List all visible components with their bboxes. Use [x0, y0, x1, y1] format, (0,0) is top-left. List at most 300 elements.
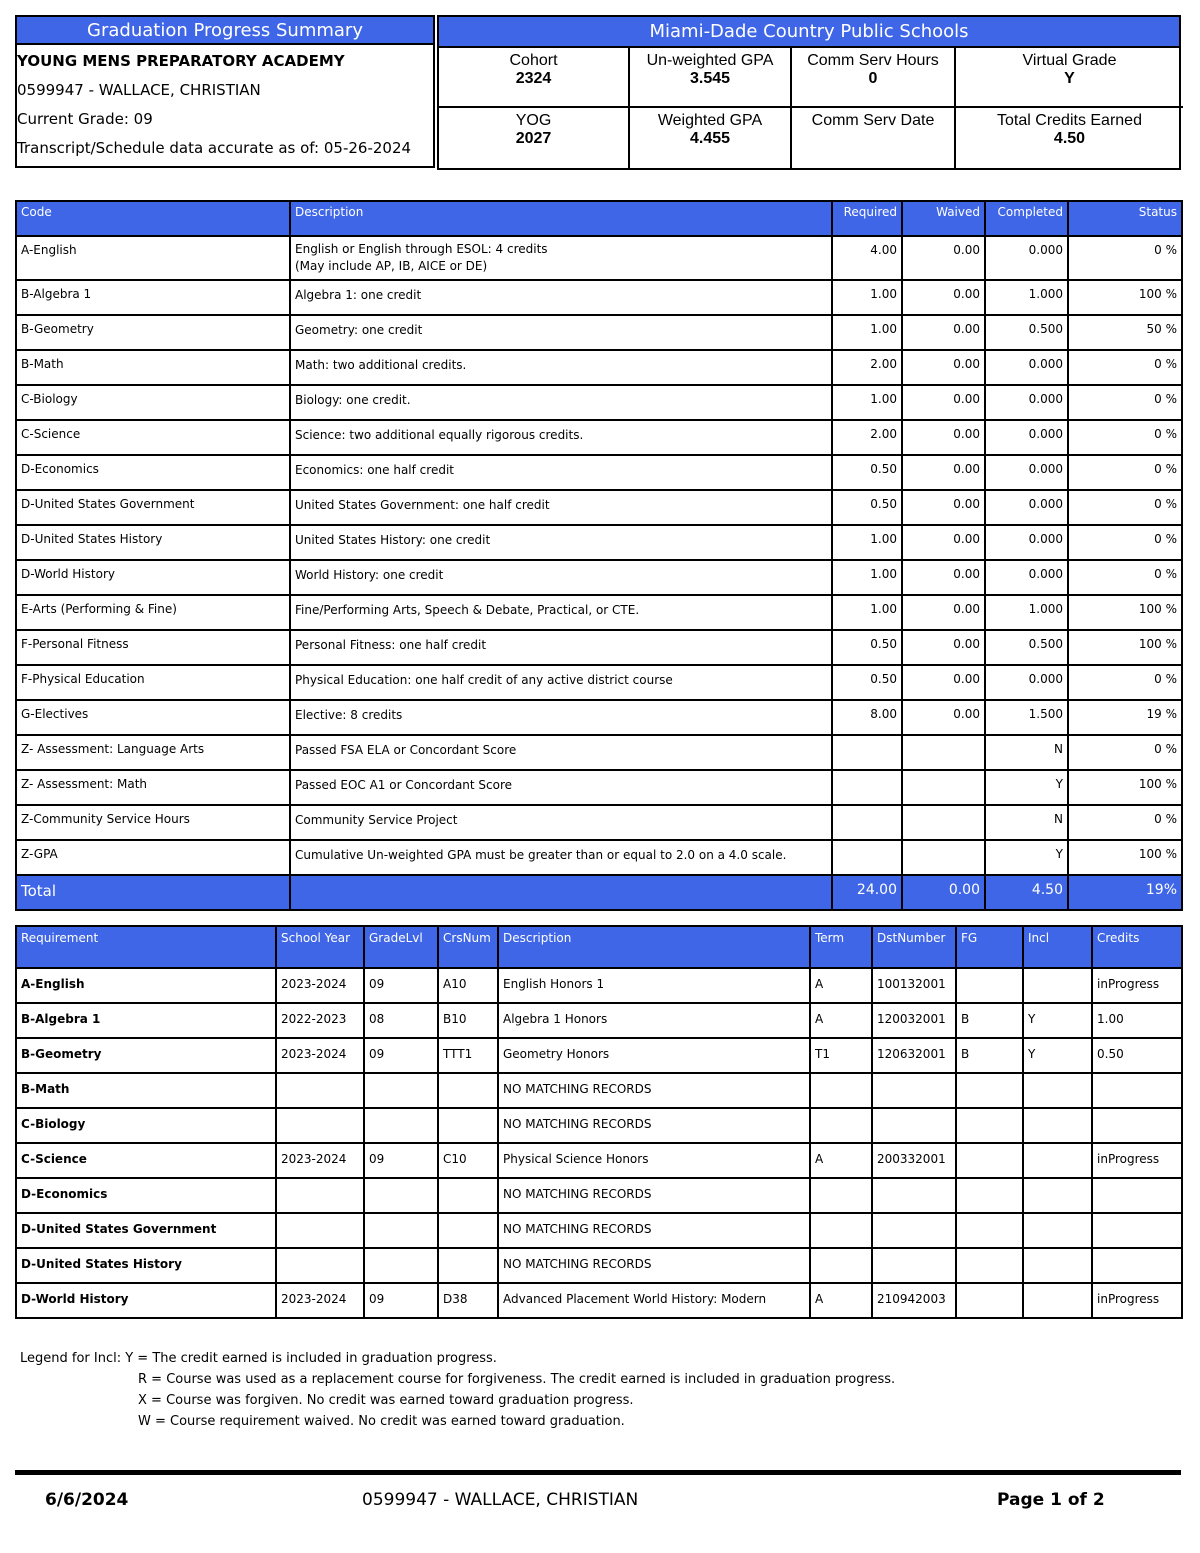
requirement-completed: 0.000: [985, 665, 1068, 700]
course-requirement: D-Economics: [16, 1178, 276, 1213]
requirement-description: [290, 420, 832, 455]
requirement-status: 0 %: [1068, 236, 1182, 280]
stat-label: Comm Serv Date: [811, 112, 935, 129]
stat-value: Y: [1064, 70, 1075, 87]
course-requirement: B-Algebra 1: [16, 1003, 276, 1038]
description-line: United States History: one credit: [295, 533, 491, 547]
requirement-code: A-English: [16, 236, 290, 280]
total-completed: 4.50: [985, 875, 1068, 910]
description-line: Science: two additional equally rigorous credits.: [295, 428, 584, 442]
requirement-description: [290, 735, 832, 770]
description-line: Biology: one credit.: [295, 393, 411, 407]
course-course-description: NO MATCHING RECORDS: [498, 1178, 810, 1213]
requirement-completed: 0.000: [985, 525, 1068, 560]
footer-page-number: Page 1 of 2: [997, 1490, 1105, 1510]
course-requirement: B-Math: [16, 1073, 276, 1108]
requirement-waived: 0.00: [902, 236, 985, 280]
course-district-number: [872, 1178, 956, 1213]
stat-value: 2027: [515, 130, 552, 147]
description-line: Personal Fitness: one half credit: [295, 638, 487, 652]
requirement-required: [832, 805, 902, 840]
course-row: [16, 1073, 1182, 1108]
requirement-completed: N: [985, 805, 1068, 840]
course-school-year: 2022-2023: [276, 1003, 364, 1038]
requirement-waived: [902, 805, 985, 840]
description-line: Economics: one half credit: [295, 463, 454, 477]
footer-divider: [15, 1470, 1181, 1475]
requirement-completed: 0.500: [985, 315, 1068, 350]
requirement-description: [290, 700, 832, 735]
description-line: Elective: 8 credits: [295, 708, 403, 722]
stat-cell: [630, 108, 792, 168]
footer-date: 6/6/2024: [45, 1490, 129, 1510]
requirement-description: [290, 805, 832, 840]
requirement-row: [16, 280, 1182, 315]
description-line: Geometry: one credit: [295, 323, 423, 337]
stat-label: Total Credits Earned: [997, 112, 1142, 129]
student-header-panel: [15, 15, 435, 168]
requirement-code: Z- Assessment: Language Arts: [16, 735, 290, 770]
requirement-description: [290, 315, 832, 350]
column-header: FG: [956, 926, 1023, 968]
course-course-description: English Honors 1: [498, 968, 810, 1003]
stat-label: Cohort: [509, 52, 558, 69]
requirement-required: [832, 770, 902, 805]
requirement-code: B-Math: [16, 350, 290, 385]
requirement-row: [16, 455, 1182, 490]
column-header: Credits: [1092, 926, 1182, 968]
description-line: United States Government: one half credit: [295, 498, 550, 512]
requirement-required: 0.50: [832, 455, 902, 490]
requirement-waived: 0.00: [902, 385, 985, 420]
requirement-status: 0 %: [1068, 490, 1182, 525]
course-course-description: NO MATCHING RECORDS: [498, 1213, 810, 1248]
course-district-number: [872, 1248, 956, 1283]
course-included: Y: [1023, 1003, 1092, 1038]
requirement-row: [16, 525, 1182, 560]
requirement-waived: 0.00: [902, 525, 985, 560]
course-course-number: TTT1: [438, 1038, 498, 1073]
course-term: [810, 1108, 872, 1143]
requirement-required: 1.00: [832, 280, 902, 315]
legend-x: X = Course was forgiven. No credit was earned toward graduation progress.: [138, 1393, 634, 1408]
course-grade-level: 09: [364, 1038, 438, 1073]
course-credits: inProgress: [1092, 1143, 1182, 1178]
course-row: [16, 1248, 1182, 1283]
course-school-year: [276, 1248, 364, 1283]
stat-cell: [792, 108, 956, 168]
stat-label: YOG: [515, 112, 552, 129]
total-description: [290, 875, 832, 910]
summary-title: Graduation Progress Summary: [15, 15, 435, 45]
requirement-required: 0.50: [832, 630, 902, 665]
requirement-waived: 0.00: [902, 560, 985, 595]
requirement-waived: 0.00: [902, 315, 985, 350]
course-credits: [1092, 1248, 1182, 1283]
requirement-code: C-Biology: [16, 385, 290, 420]
requirement-waived: 0.00: [902, 455, 985, 490]
requirement-code: D-World History: [16, 560, 290, 595]
course-final-grade: [956, 1108, 1023, 1143]
course-requirement: B-Geometry: [16, 1038, 276, 1073]
course-included: [1023, 1073, 1092, 1108]
requirement-completed: 0.000: [985, 490, 1068, 525]
course-course-number: [438, 1248, 498, 1283]
course-row: [16, 1213, 1182, 1248]
column-header: Waived: [902, 201, 985, 236]
requirement-description: [290, 525, 832, 560]
stat-cell: [630, 48, 792, 108]
requirements-header-row: [16, 201, 1182, 236]
course-school-year: [276, 1178, 364, 1213]
requirement-row: [16, 840, 1182, 875]
course-grade-level: [364, 1178, 438, 1213]
course-term: [810, 1213, 872, 1248]
course-credits: inProgress: [1092, 1283, 1182, 1318]
course-included: [1023, 1143, 1092, 1178]
course-row: [16, 1108, 1182, 1143]
stat-cell: [956, 48, 1183, 108]
requirement-waived: 0.00: [902, 420, 985, 455]
requirement-waived: 0.00: [902, 595, 985, 630]
course-course-number: [438, 1108, 498, 1143]
total-row: [16, 875, 1182, 910]
requirement-code: F-Physical Education: [16, 665, 290, 700]
requirement-status: 100 %: [1068, 770, 1182, 805]
requirement-status: 0 %: [1068, 350, 1182, 385]
requirement-code: B-Algebra 1: [16, 280, 290, 315]
requirement-code: D-United States History: [16, 525, 290, 560]
course-course-number: C10: [438, 1143, 498, 1178]
course-course-description: Algebra 1 Honors: [498, 1003, 810, 1038]
course-final-grade: B: [956, 1038, 1023, 1073]
column-header: Status: [1068, 201, 1182, 236]
requirement-code: F-Personal Fitness: [16, 630, 290, 665]
district-header-panel: [437, 15, 1181, 168]
course-credits: [1092, 1213, 1182, 1248]
requirement-completed: 0.000: [985, 455, 1068, 490]
course-term: T1: [810, 1038, 872, 1073]
course-row: [16, 1003, 1182, 1038]
course-requirement: C-Science: [16, 1143, 276, 1178]
requirement-required: 1.00: [832, 315, 902, 350]
course-final-grade: [956, 968, 1023, 1003]
requirement-completed: 0.000: [985, 236, 1068, 280]
course-school-year: 2023-2024: [276, 1038, 364, 1073]
requirement-required: 1.00: [832, 525, 902, 560]
requirement-status: 100 %: [1068, 280, 1182, 315]
requirement-status: 0 %: [1068, 455, 1182, 490]
course-term: A: [810, 1283, 872, 1318]
legend-w: W = Course requirement waived. No credit was earned toward graduation.: [138, 1414, 625, 1429]
column-header: Description: [498, 926, 810, 968]
stat-cell: [792, 48, 956, 108]
column-header: Completed: [985, 201, 1068, 236]
requirement-waived: 0.00: [902, 665, 985, 700]
requirement-status: 50 %: [1068, 315, 1182, 350]
legend-r: R = Course was used as a replacement course for forgiveness. The credit earned is included in graduation progress.: [138, 1372, 896, 1387]
course-term: A: [810, 1143, 872, 1178]
course-district-number: 200332001: [872, 1143, 956, 1178]
course-final-grade: [956, 1248, 1023, 1283]
requirement-required: [832, 735, 902, 770]
requirement-required: 2.00: [832, 420, 902, 455]
stat-cell: [439, 108, 630, 168]
description-line: Math: two additional credits.: [295, 358, 467, 372]
course-requirement: A-English: [16, 968, 276, 1003]
requirement-required: 8.00: [832, 700, 902, 735]
course-credits: inProgress: [1092, 968, 1182, 1003]
course-school-year: [276, 1213, 364, 1248]
requirement-required: 0.50: [832, 490, 902, 525]
course-included: [1023, 1248, 1092, 1283]
stat-label: Virtual Grade: [1022, 52, 1117, 69]
course-grade-level: 09: [364, 968, 438, 1003]
course-term: A: [810, 1003, 872, 1038]
course-row: [16, 1038, 1182, 1073]
stat-value: 0: [868, 70, 878, 87]
course-row: [16, 1283, 1182, 1318]
course-grade-level: 08: [364, 1003, 438, 1038]
column-header: Requirement: [16, 926, 276, 968]
column-header: School Year: [276, 926, 364, 968]
column-header: GradeLvl: [364, 926, 438, 968]
stat-value: 4.50: [1053, 130, 1086, 147]
requirement-description: [290, 665, 832, 700]
total-required: 24.00: [832, 875, 902, 910]
requirement-waived: [902, 735, 985, 770]
course-row: [16, 968, 1182, 1003]
description-note: (May include AP, IB, AICE or DE): [295, 259, 488, 273]
requirement-row: [16, 560, 1182, 595]
requirement-row: [16, 315, 1182, 350]
course-term: A: [810, 968, 872, 1003]
course-grade-level: 09: [364, 1283, 438, 1318]
course-school-year: [276, 1108, 364, 1143]
requirement-description: [290, 630, 832, 665]
course-credits: [1092, 1178, 1182, 1213]
requirement-row: [16, 735, 1182, 770]
requirement-status: 100 %: [1068, 840, 1182, 875]
district-title: Miami-Dade Country Public Schools: [437, 15, 1181, 48]
requirement-row: [16, 595, 1182, 630]
course-records-table: [15, 925, 1183, 1319]
requirement-code: E-Arts (Performing & Fine): [16, 595, 290, 630]
requirement-row: [16, 700, 1182, 735]
requirement-description: [290, 236, 832, 280]
stat-value: 4.455: [689, 130, 731, 147]
total-status: 19%: [1068, 875, 1182, 910]
course-grade-level: [364, 1248, 438, 1283]
course-row: [16, 1143, 1182, 1178]
course-grade-level: [364, 1108, 438, 1143]
requirement-completed: 0.000: [985, 420, 1068, 455]
page-footer: [0, 1490, 1200, 1514]
requirement-status: 0 %: [1068, 525, 1182, 560]
course-included: Y: [1023, 1038, 1092, 1073]
student-id-name: 0599947 - WALLACE, CHRISTIAN: [17, 81, 261, 99]
requirement-code: G-Electives: [16, 700, 290, 735]
requirement-status: 0 %: [1068, 420, 1182, 455]
requirement-required: [832, 840, 902, 875]
requirement-completed: 1.500: [985, 700, 1068, 735]
total-waived: 0.00: [902, 875, 985, 910]
total-label: Total: [16, 875, 290, 910]
requirement-row: [16, 770, 1182, 805]
course-header-row: [16, 926, 1182, 968]
stat-label: Weighted GPA: [657, 112, 763, 129]
column-header: Code: [16, 201, 290, 236]
requirement-description: [290, 840, 832, 875]
course-school-year: [276, 1073, 364, 1108]
requirement-code: C-Science: [16, 420, 290, 455]
requirement-completed: 0.000: [985, 385, 1068, 420]
description-line: Cumulative Un-weighted GPA must be greater than or equal to 2.0 on a 4.0 scale.: [295, 848, 787, 862]
course-course-number: A10: [438, 968, 498, 1003]
requirement-description: [290, 490, 832, 525]
course-final-grade: [956, 1143, 1023, 1178]
course-final-grade: [956, 1178, 1023, 1213]
requirement-completed: 0.000: [985, 560, 1068, 595]
requirement-waived: 0.00: [902, 630, 985, 665]
requirement-waived: 0.00: [902, 490, 985, 525]
requirement-required: 1.00: [832, 385, 902, 420]
course-course-number: [438, 1178, 498, 1213]
course-requirement: D-United States History: [16, 1248, 276, 1283]
requirement-status: 0 %: [1068, 665, 1182, 700]
requirement-description: [290, 595, 832, 630]
course-final-grade: [956, 1213, 1023, 1248]
requirement-description: [290, 280, 832, 315]
course-grade-level: 09: [364, 1143, 438, 1178]
requirement-status: 100 %: [1068, 630, 1182, 665]
requirement-completed: 0.500: [985, 630, 1068, 665]
column-header: Required: [832, 201, 902, 236]
requirement-description: [290, 385, 832, 420]
course-included: [1023, 1213, 1092, 1248]
course-course-description: NO MATCHING RECORDS: [498, 1248, 810, 1283]
stat-label: Comm Serv Hours: [807, 52, 939, 69]
course-requirement: C-Biology: [16, 1108, 276, 1143]
course-included: [1023, 1283, 1092, 1318]
course-credits: [1092, 1108, 1182, 1143]
description-line: Physical Education: one half credit of any active district course: [295, 673, 673, 687]
requirement-completed: N: [985, 735, 1068, 770]
course-course-number: D38: [438, 1283, 498, 1318]
requirement-required: 0.50: [832, 665, 902, 700]
course-district-number: 210942003: [872, 1283, 956, 1318]
stats-grid: [437, 48, 1181, 170]
course-term: [810, 1073, 872, 1108]
course-term: [810, 1248, 872, 1283]
course-grade-level: [364, 1073, 438, 1108]
requirement-required: 1.00: [832, 560, 902, 595]
requirement-description: [290, 560, 832, 595]
incl-legend: [20, 1348, 895, 1432]
requirement-status: 0 %: [1068, 735, 1182, 770]
requirement-code: Z-Community Service Hours: [16, 805, 290, 840]
column-header: DstNumber: [872, 926, 956, 968]
course-grade-level: [364, 1213, 438, 1248]
data-accuracy-date: Transcript/Schedule data accurate as of: 05-26-2024: [17, 139, 412, 157]
course-district-number: [872, 1108, 956, 1143]
requirement-required: 4.00: [832, 236, 902, 280]
course-course-description: NO MATCHING RECORDS: [498, 1108, 810, 1143]
course-district-number: 100132001: [872, 968, 956, 1003]
course-requirement: D-World History: [16, 1283, 276, 1318]
course-included: [1023, 1108, 1092, 1143]
requirement-code: Z- Assessment: Math: [16, 770, 290, 805]
course-term: [810, 1178, 872, 1213]
course-course-number: B10: [438, 1003, 498, 1038]
student-info: [15, 45, 435, 168]
stat-label: Un-weighted GPA: [646, 52, 774, 69]
requirement-status: 0 %: [1068, 560, 1182, 595]
description-line: World History: one credit: [295, 568, 444, 582]
description-line: Passed FSA ELA or Concordant Score: [295, 743, 517, 757]
requirement-waived: 0.00: [902, 700, 985, 735]
course-course-description: NO MATCHING RECORDS: [498, 1073, 810, 1108]
column-header: Incl: [1023, 926, 1092, 968]
requirement-status: 0 %: [1068, 385, 1182, 420]
requirement-description: [290, 350, 832, 385]
description-line: Fine/Performing Arts, Speech & Debate, Practical, or CTE.: [295, 603, 640, 617]
description-line: Community Service Project: [295, 813, 458, 827]
requirement-status: 19 %: [1068, 700, 1182, 735]
course-district-number: 120632001: [872, 1038, 956, 1073]
requirement-waived: [902, 770, 985, 805]
course-district-number: [872, 1213, 956, 1248]
course-course-description: Geometry Honors: [498, 1038, 810, 1073]
course-included: [1023, 1178, 1092, 1213]
requirement-completed: Y: [985, 770, 1068, 805]
requirement-status: 100 %: [1068, 595, 1182, 630]
column-header: CrsNum: [438, 926, 498, 968]
course-course-description: Advanced Placement World History: Modern: [498, 1283, 810, 1318]
course-district-number: [872, 1073, 956, 1108]
column-header: Description: [290, 201, 832, 236]
current-grade: Current Grade: 09: [17, 110, 153, 128]
description-line: English or English through ESOL: 4 credits: [295, 242, 548, 256]
requirement-required: 1.00: [832, 595, 902, 630]
stat-value: 2324: [515, 70, 552, 87]
school-name: YOUNG MENS PREPARATORY ACADEMY: [17, 52, 345, 70]
description-line: Algebra 1: one credit: [295, 288, 422, 302]
requirement-waived: 0.00: [902, 350, 985, 385]
footer-student: 0599947 - WALLACE, CHRISTIAN: [362, 1490, 639, 1510]
requirement-row: [16, 490, 1182, 525]
legend-y: Legend for Incl: Y = The credit earned is included in graduation progress.: [20, 1351, 497, 1366]
requirement-row: [16, 350, 1182, 385]
requirement-code: Z-GPA: [16, 840, 290, 875]
course-credits: 0.50: [1092, 1038, 1182, 1073]
course-credits: [1092, 1073, 1182, 1108]
course-final-grade: [956, 1073, 1023, 1108]
course-requirement: D-United States Government: [16, 1213, 276, 1248]
course-included: [1023, 968, 1092, 1003]
requirement-completed: 0.000: [985, 350, 1068, 385]
description-line: Passed EOC A1 or Concordant Score: [295, 778, 513, 792]
requirement-code: B-Geometry: [16, 315, 290, 350]
stat-value: 3.545: [689, 70, 731, 87]
course-row: [16, 1178, 1182, 1213]
requirement-row: [16, 236, 1182, 280]
requirement-completed: Y: [985, 840, 1068, 875]
requirement-row: [16, 805, 1182, 840]
requirement-status: 0 %: [1068, 805, 1182, 840]
requirement-row: [16, 665, 1182, 700]
requirement-code: D-Economics: [16, 455, 290, 490]
